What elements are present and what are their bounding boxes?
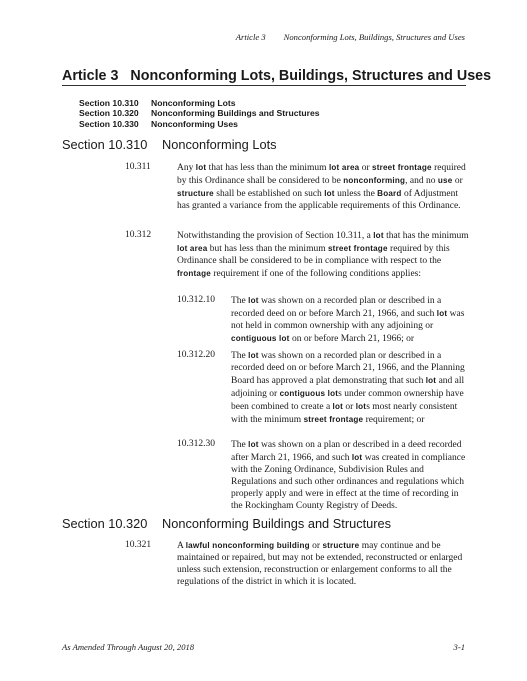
defined-term: street frontage: [372, 163, 432, 172]
section-heading: [62, 516, 391, 531]
defined-term: lot area: [328, 163, 360, 172]
paragraph-number: 10.312.20: [177, 350, 215, 360]
article-heading: [62, 68, 492, 86]
defined-term: structure: [322, 541, 360, 550]
running-header: [236, 32, 465, 42]
paragraph-text: The lot was shown on a recorded plan or described in a recorded deed on or before March 21, 1966, and such lot was not held in common ownership with any adjoining or contiguous lot on or before March 21, 1966; or: [231, 296, 465, 344]
paragraph-number: 10.312: [125, 230, 152, 240]
toc-section-number: Section 10.310: [79, 98, 139, 108]
section-heading: [62, 137, 277, 152]
defined-term: lot: [324, 188, 335, 198]
paragraph-text: A lawful nonconforming building or structure may continue and be maintained or repaired, but may not be extended, reconstructed or enlarged unless such extension, reconstruction or enlargement conforms to all the regulations of the district in which it is located.: [177, 541, 463, 587]
section-number: Section 10.310: [62, 137, 148, 152]
footer-amended-date: As Amended Through August 20, 2018: [62, 642, 195, 652]
toc-row: [79, 98, 320, 108]
paragraph-number: 10.312.30: [177, 439, 215, 449]
toc-section-title: Nonconforming Uses: [151, 118, 238, 129]
running-header-article: Article 3: [235, 32, 266, 42]
defined-term: lawful nonconforming building: [185, 541, 310, 550]
defined-term: nonconforming: [343, 175, 406, 185]
defined-term: contiguous lot: [231, 333, 290, 343]
defined-term: Board: [377, 188, 402, 198]
defined-term: lot: [195, 163, 207, 172]
toc-section-title: Nonconforming Lots: [151, 98, 236, 108]
article-title: Nonconforming Lots, Buildings, Structures and Uses: [130, 68, 492, 84]
toc-row: [79, 108, 320, 118]
section-number: Section 10.320: [62, 516, 148, 531]
toc-section-number: Section 10.320: [79, 108, 139, 119]
defined-term: lot: [355, 401, 367, 411]
defined-term: lot: [248, 440, 259, 449]
defined-term: street frontage: [303, 414, 364, 424]
paragraph-text: Any lot that has less than the minimum lot area or street frontage required by this Ordinance shall be considered to be nonconforming, and no use or structure shall be established on such lot unless the Board of Adjustment has granted a variance from the applicable requirements of this Ordinance.: [177, 163, 466, 211]
paragraph-number: 10.321: [125, 540, 152, 550]
defined-term: lot area: [177, 243, 208, 253]
defined-term: contiguous lot: [279, 388, 339, 398]
defined-term: lot: [373, 231, 384, 240]
section-title: Nonconforming Buildings and Structures: [162, 516, 392, 531]
defined-term: use: [437, 175, 453, 185]
page-number: 3-1: [453, 642, 465, 652]
toc-section-title: Nonconforming Buildings and Structures: [151, 108, 320, 119]
article-number: Article 3: [62, 68, 119, 84]
defined-term: lot: [332, 401, 344, 411]
defined-term: lot: [351, 452, 363, 462]
section-index: [79, 98, 320, 129]
paragraph-text: The lot was shown on a plan or described in a deed recorded after March 21, 1966, and such lot was created in compliance with the Zoning Ordinance, Subdivision Rules and Regulations and such other ordinances and regulations which properly apply and were in effect at the time of recording in the Rockingham County Registry of Deeds.: [231, 440, 466, 511]
running-header-title: Nonconforming Lots, Buildings, Structures and Uses: [283, 32, 465, 42]
paragraph-text: The lot was shown on a recorded plan or described in a recorded deed on or before March 21, 1966, and the Planning Board has approved a plat demonstrating that such lot and all adjoining or contiguous lots under common ownership have been combined to create a lot or lots most nearly consistent with the minimum street frontage requirement; or: [231, 351, 465, 425]
section-title: Nonconforming Lots: [162, 137, 277, 152]
defined-term: structure: [177, 188, 214, 198]
toc-section-number: Section 10.330: [79, 118, 139, 129]
paragraph-text: Notwithstanding the provision of Section 10.311, a lot that has the minimum lot area but has less than the minimum street frontage required by this Ordinance shall be considered to be in compliance with respect to the frontage requirement if one of the following conditions applies:: [177, 231, 469, 279]
defined-term: frontage: [177, 268, 211, 278]
defined-term: lot: [436, 308, 448, 318]
paragraph-number: 10.312.10: [177, 295, 215, 305]
defined-term: lot: [248, 296, 259, 305]
defined-term: lot: [248, 351, 259, 360]
paragraph-number: 10.311: [125, 162, 151, 172]
toc-row: [79, 119, 320, 129]
defined-term: lot: [425, 375, 437, 385]
defined-term: street frontage: [327, 243, 388, 253]
